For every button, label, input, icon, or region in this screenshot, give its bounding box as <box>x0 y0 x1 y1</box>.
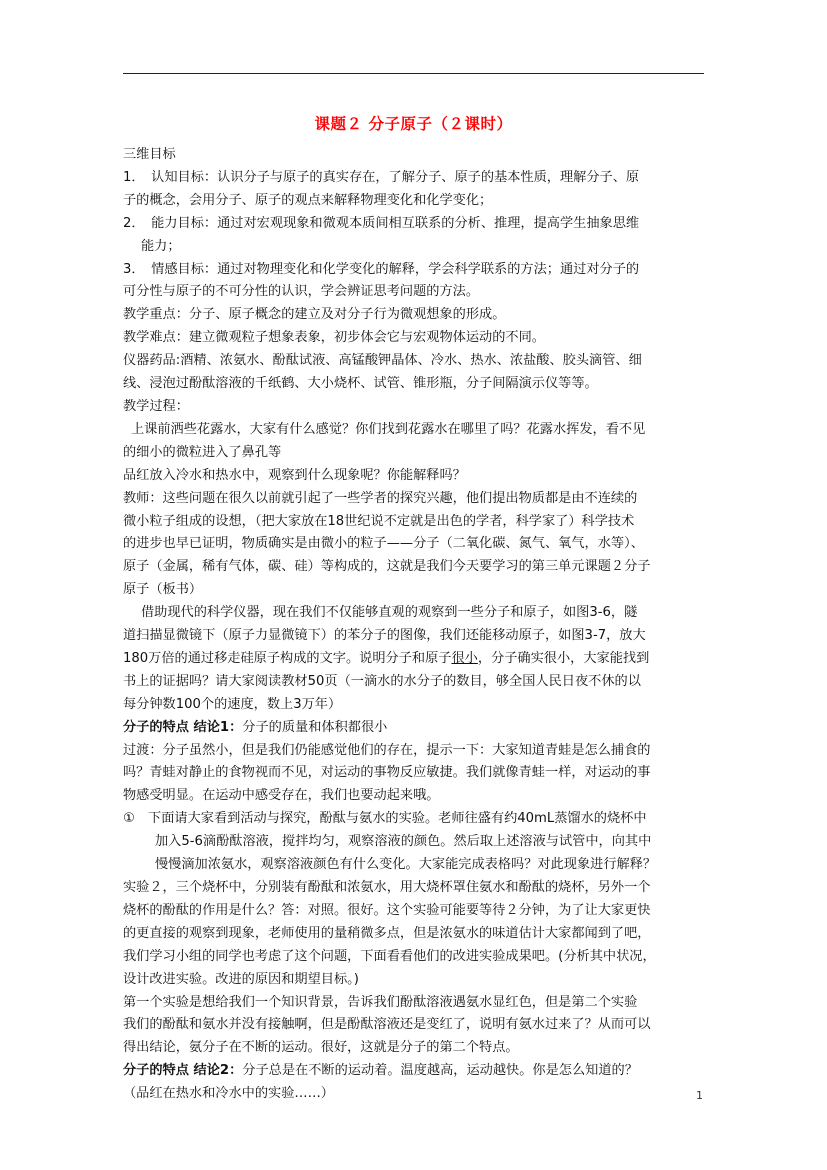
goal-2: 2． 能力目标：通过对宏观现象和微观本质间相互联系的分析、推理，提高学生抽象思维 <box>123 215 640 231</box>
paragraph-line: 第一个实验是想给我们一个知识背景，告诉我们酚酞溶液遇氨水显红色，但是第二个实验 <box>123 994 638 1010</box>
goal-1-cont: 子的概念，会用分子、原子的观点来解释物理变化和化学变化； <box>123 192 493 208</box>
materials: 仪器药品:酒精、浓氨水、酚酞试液、高锰酸钾晶体、冷水、热水、浓盐酸、胶头滴管、细 <box>123 353 642 369</box>
text-run: 180万倍的通过移走硅原子构成的文字。说明分子和原子 <box>123 650 452 666</box>
paragraph-line: 每分钟数100个的速度，数上3万年） <box>123 696 342 712</box>
paragraph-line: 吗？青蛙对静止的食物视而不见，对运动的事物反应敏捷。我们就像青蛙一样，对运动的事 <box>123 765 651 781</box>
paragraph-line: 上课前洒些花露水，大家有什么感觉？你们找到花露水在哪里了吗？花露水挥发，看不见 <box>131 421 646 437</box>
paragraph-line: 物感受明显。在运动中感受存在，我们也要动起来哦。 <box>123 788 440 804</box>
paragraph-line: 教师：这些问题在很久以前就引起了一些学者的探究兴趣，他们提出物质都是由不连续的 <box>123 490 638 506</box>
paragraph-line: 的进步也早已证明，物质确实是由微小的粒子——分子（二氧化碳、氮气、氧气，水等）、 <box>123 536 644 552</box>
conclusion-text: 分子总是在不断的运动着。温度越高，运动越快。你是怎么知道的？ <box>242 1063 638 1079</box>
paragraph-line: （品红在热水和冷水中的实验……） <box>123 1086 334 1102</box>
text-run: ，分子确实很小，大家能找到 <box>477 650 650 666</box>
page-number: 1 <box>696 1089 703 1102</box>
paragraph-line: 微小粒子组成的设想，（把大家放在18世纪说不定就是出色的学者，科学家了）科学技术 <box>123 513 635 529</box>
conclusion-text: 分子的质量和体积都很小 <box>242 719 388 735</box>
conclusion-1 <box>123 717 709 740</box>
process-heading: 教学过程： <box>123 398 189 414</box>
paragraph-line: 设计改进实验。改进的原因和期望目标。) <box>123 971 359 987</box>
conclusion-label: 分子的特点 结论1： <box>123 719 243 735</box>
conclusion-label: 分子的特点 结论2： <box>123 1063 243 1079</box>
paragraph-line: 原子（金属，稀有气体，碳、硅）等构成的，这就是我们今天要学习的第三单元课题２分子 <box>123 559 651 575</box>
paragraph-line: 借助现代的科学仪器，现在我们不仅能够直观的观察到一些分子和原子，如图3-6，隧 <box>141 605 638 621</box>
section-heading: 三维目标 <box>123 147 176 162</box>
materials-cont: 线、浸泡过酚酞溶液的千纸鹤、大小烧杯、试管、锥形瓶，分子间隔演示仪等等。 <box>123 376 598 392</box>
document-body <box>123 144 709 1106</box>
numbered-item-cont: 慢慢滴加浓氨水，观察溶液颜色有什么变化。大家能完成表格吗？对此现象进行解释？ <box>155 857 657 873</box>
goal-1: 1． 认知目标：认识分子与原子的真实存在，了解分子、原子的基本性质，理解分子、原 <box>123 169 640 185</box>
teaching-difficulty: 教学难点：建立微观粒子想象表象，初步体会它与宏观物体运动的不同。 <box>123 330 545 346</box>
paragraph-line: 书上的证据吗？请大家阅读教材50页（一滴水的水分子的数目，够全国人民日夜不休的以 <box>123 673 641 689</box>
paragraph-line <box>123 648 709 671</box>
conclusion-2 <box>123 1060 709 1083</box>
header-rule <box>123 73 704 74</box>
paragraph-line: 原子（板书） <box>123 582 203 598</box>
goal-3: 3． 情感目标：通过对物理变化和化学变化的解释，学会科学联系的方法；通过对分子的 <box>123 261 640 277</box>
document-title: 课题２ 分子原子（２课时） <box>314 115 513 133</box>
paragraph-line: 我们学习小组的同学也考虑了这个问题，下面看看他们的改进实验成果吧。(分析其中状况， <box>123 948 656 964</box>
paragraph-line: 的细小的微粒进入了鼻孔等 <box>123 444 282 460</box>
paragraph-line: 道扫描显微镜下（原子力显微镜下）的苯分子的图像，我们还能移动原子，如图3-7，放大 <box>123 628 646 644</box>
paragraph-line: 品红放入冷水和热水中，观察到什么现象呢？你能解释吗？ <box>123 467 466 483</box>
goal-2-cont: 能力； <box>141 238 181 254</box>
paragraph-line: 烧杯的酚酞的作用是什么？答：对照。很好。这个实验可能要等待２分钟，为了让大家更快 <box>123 902 651 918</box>
goal-3-cont: 可分性与原子的不可分性的认识，学会辨证思考问题的方法。 <box>123 284 480 300</box>
paragraph-line: 得出结论，氨分子在不断的运动。很好，这就是分子的第二个特点。 <box>123 1040 519 1056</box>
numbered-item: ① 下面请大家看到活动与探究，酚酞与氨水的实验。老师往盛有约40mL蒸馏水的烧杯中 <box>123 811 647 827</box>
paragraph-line: 的更直接的观察到现象，老师使用的量稍微多点，但是浓氨水的味道估计大家都闻到了吧， <box>123 925 651 941</box>
numbered-item-cont: 加入5-6滴酚酞溶液，搅拌均匀，观察溶液的颜色。然后取上述溶液与试管中，向其中 <box>155 834 652 850</box>
underlined-text: 很小 <box>451 650 478 666</box>
teaching-focus: 教学重点：分子、原子概念的建立及对分子行为微观想象的形成。 <box>123 307 506 323</box>
paragraph-line: 实验２，三个烧杯中，分别装有酚酞和浓氨水，用大烧杯罩住氨水和酚酞的烧杯，另外一个 <box>123 880 651 895</box>
paragraph-line: 过渡：分子虽然小，但是我们仍能感觉他们的存在，提示一下：大家知道青蛙是怎么捕食的 <box>123 742 651 758</box>
paragraph-line: 我们的酚酞和氨水并没有接触啊，但是酚酞溶液还是变红了，说明有氨水过来了？从而可以 <box>123 1017 651 1033</box>
